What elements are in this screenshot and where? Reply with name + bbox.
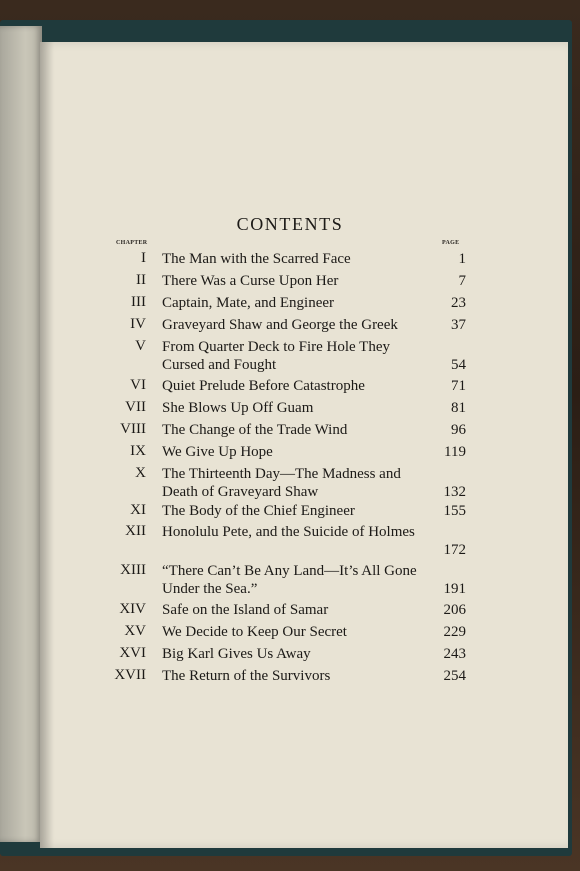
toc-entry bbox=[106, 338, 466, 374]
toc-entry bbox=[106, 272, 466, 290]
chapter-title: Honolulu Pete, and the Suicide of Holmes bbox=[162, 524, 415, 540]
chapter-title: Safe on the Island of Samar bbox=[162, 602, 329, 618]
toc-entry bbox=[106, 645, 466, 663]
page-number: 191 bbox=[443, 581, 466, 597]
chapter-number: XIII bbox=[120, 562, 146, 578]
chapter-title: The Man with the Scarred Face bbox=[162, 251, 351, 267]
toc-entry bbox=[106, 399, 466, 417]
chapter-title: The Thirteenth Day—The Madness and Death of Graveyard Shaw bbox=[162, 466, 401, 500]
toc-entry bbox=[106, 294, 466, 312]
page-number: 1 bbox=[458, 251, 466, 267]
chapter-number: IV bbox=[130, 316, 146, 332]
chapter-number: X bbox=[135, 465, 146, 481]
chapter-number: XII bbox=[125, 523, 146, 539]
chapter-title: We Give Up Hope bbox=[162, 444, 273, 460]
chapter-number: VII bbox=[125, 399, 146, 415]
chapter-title: The Change of the Trade Wind bbox=[162, 422, 348, 438]
page-number: 172 bbox=[443, 542, 466, 558]
toc-entry bbox=[106, 667, 466, 685]
page-number: 37 bbox=[451, 317, 466, 333]
page-number: 206 bbox=[443, 602, 466, 618]
chapter-title: There Was a Curse Upon Her bbox=[162, 273, 339, 289]
chapter-title: We Decide to Keep Our Secret bbox=[162, 624, 347, 640]
toc-entry bbox=[106, 443, 466, 461]
page-number: 96 bbox=[451, 422, 466, 438]
chapter-number: V bbox=[135, 338, 146, 354]
page-number: 81 bbox=[451, 400, 466, 416]
chapter-number: VI bbox=[130, 377, 146, 393]
chapter-number: II bbox=[136, 272, 146, 288]
page-gutter-shadow bbox=[40, 42, 54, 848]
page-number: 254 bbox=[443, 668, 466, 684]
page-number: 229 bbox=[443, 624, 466, 640]
toc-entry bbox=[106, 623, 466, 641]
toc-entry bbox=[106, 316, 466, 334]
toc-entry bbox=[106, 377, 466, 395]
page-number: 243 bbox=[443, 646, 466, 662]
page-number: 119 bbox=[444, 444, 466, 460]
chapter-number: XV bbox=[124, 623, 146, 639]
toc-entry bbox=[106, 465, 466, 501]
chapter-number: XVII bbox=[114, 667, 146, 683]
toc-entry bbox=[106, 250, 466, 268]
chapter-number: XI bbox=[130, 502, 146, 518]
chapter-number: IX bbox=[130, 443, 146, 459]
page-number: 132 bbox=[443, 484, 466, 500]
chapter-title: She Blows Up Off Guam bbox=[162, 400, 314, 416]
chapter-title: The Body of the Chief Engineer bbox=[162, 503, 355, 519]
chapter-number: III bbox=[131, 294, 146, 310]
page-number: 7 bbox=[458, 273, 466, 289]
page-title: CONTENTS bbox=[236, 214, 344, 234]
chapter-title: Captain, Mate, and Engineer bbox=[162, 295, 335, 311]
chapter-title: Quiet Prelude Before Catastrophe bbox=[162, 378, 365, 394]
toc-entry bbox=[106, 601, 466, 619]
chapter-number: XIV bbox=[119, 601, 146, 617]
page-number: 23 bbox=[451, 295, 466, 311]
chapter-number: XVI bbox=[119, 645, 146, 661]
page-number: 155 bbox=[443, 503, 466, 519]
toc-entry bbox=[106, 523, 466, 559]
toc-entry bbox=[106, 421, 466, 439]
chapter-number: I bbox=[141, 250, 146, 266]
page-number: 54 bbox=[451, 357, 466, 373]
chapter-number: VIII bbox=[120, 421, 146, 437]
page-column-label: PAGE bbox=[442, 240, 460, 246]
page-number: 71 bbox=[451, 378, 466, 394]
chapter-title: “There Can’t Be Any Land—It’s All Gone Under the Sea.” bbox=[162, 563, 417, 597]
left-page-edge bbox=[0, 26, 42, 842]
chapter-title: Big Karl Gives Us Away bbox=[162, 646, 311, 662]
chapter-title: Graveyard Shaw and George the Greek bbox=[162, 317, 398, 333]
chapter-title: The Return of the Survivors bbox=[162, 668, 331, 684]
toc-entry bbox=[106, 562, 466, 598]
toc-entry bbox=[106, 502, 466, 520]
chapter-column-label: CHAPTER bbox=[116, 240, 148, 246]
chapter-title: From Quarter Deck to Fire Hole They Cursed and Fought bbox=[162, 339, 390, 373]
